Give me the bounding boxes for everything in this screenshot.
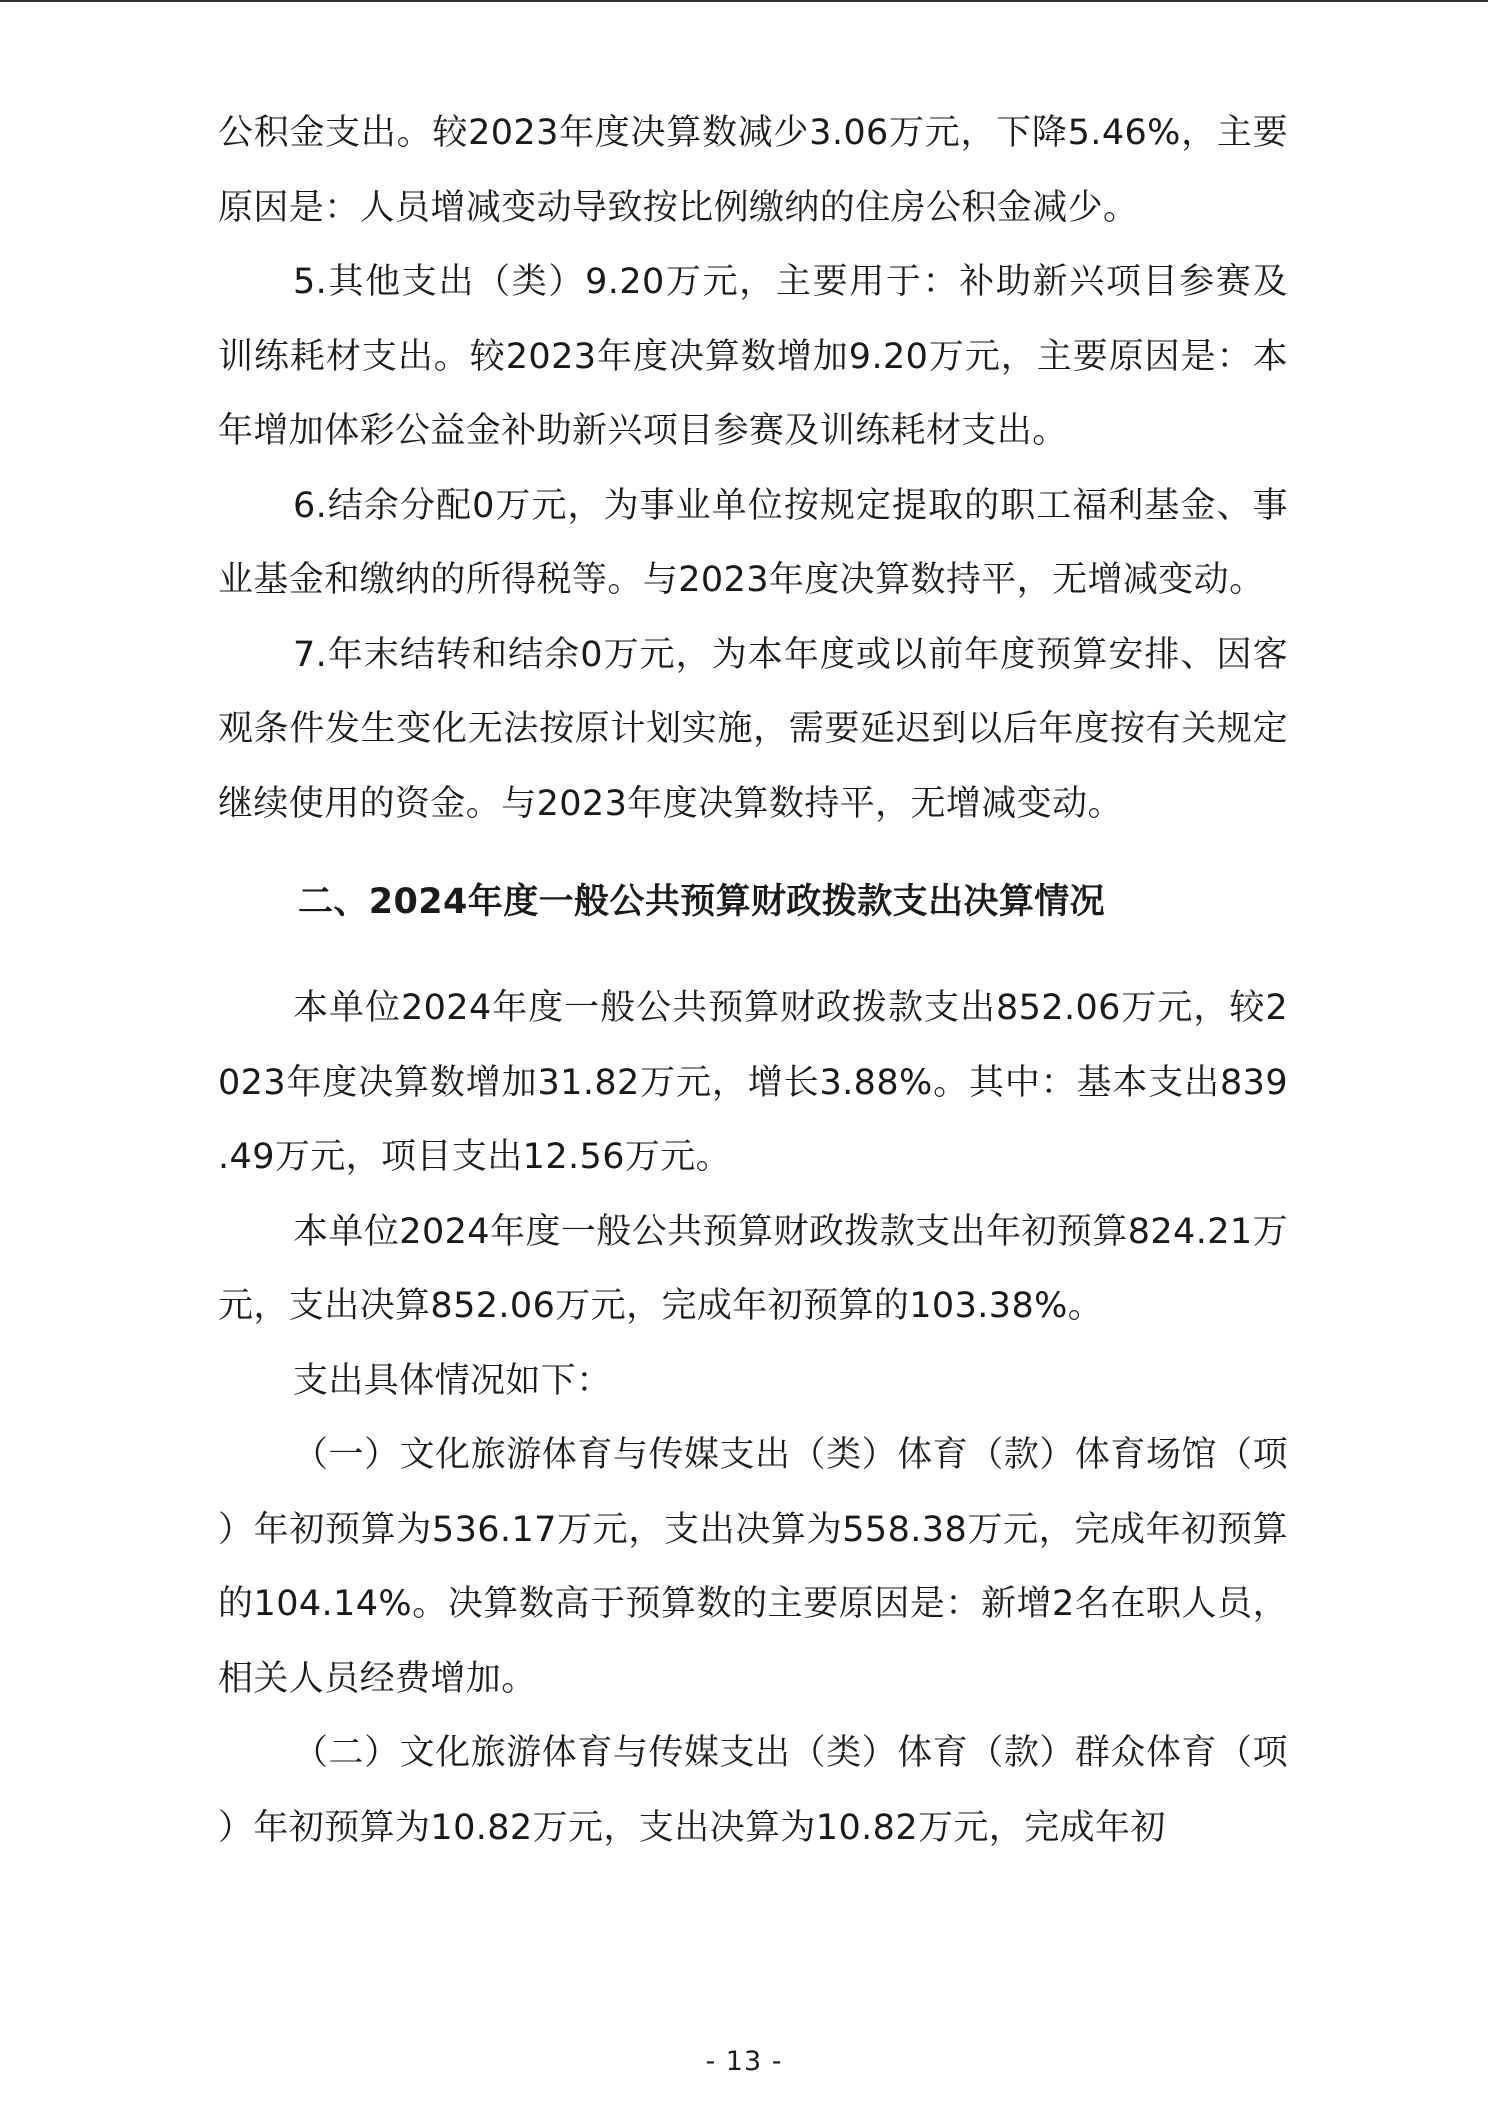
paragraph-housing-fund: 公积金支出。较2023年度决算数减少3.06万元，下降5.46%，主要原因是：人员增减变动导致按比例缴纳的住房公积金减少。	[218, 113, 1288, 228]
paragraph-details-intro: 支出具体情况如下：	[293, 1360, 612, 1401]
paragraph-surplus-distribution: 6.结余分配0万元，为事业单位按规定提取的职工福利基金、事业基金和缴纳的所得税等。与2023年度决算数持平，无增减变动。	[218, 485, 1288, 600]
page-top-border	[0, 0, 1488, 2]
paragraph-mass-sports-item: （二）文化旅游体育与传媒支出（类）体育（款）群众体育（项）年初预算为10.82万元，支出决算为10.82万元，完成年初	[218, 1733, 1288, 1848]
paragraph-initial-budget: 本单位2024年度一般公共预算财政拨款支出年初预算824.21万元，支出决算852.06万元，完成年初预算的103.38%。	[218, 1211, 1288, 1326]
document-page	[218, 96, 1288, 1865]
paragraph-stadium-item: （一）文化旅游体育与传媒支出（类）体育（款）体育场馆（项）年初预算为536.17万元，支出决算为558.38万元，完成年初预算的104.14%。决算数高于预算数的主要原因是：新增2名在职人员，相关人员经费增加。	[218, 1435, 1288, 1699]
page-number: - 13 -	[705, 2046, 783, 2077]
paragraph-year-end-carryover: 7.年末结转和结余0万元，为本年度或以前年度预算安排、因客观条件发生变化无法按原计划实施，需要延迟到以后年度按有关规定继续使用的资金。与2023年度决算数持平，无增减变动。	[218, 634, 1288, 824]
paragraph-total-expenditure: 本单位2024年度一般公共预算财政拨款支出852.06万元，较2023年度决算数增加31.82万元，增长3.88%。其中：基本支出839.49万元，项目支出12.56万元。	[218, 988, 1288, 1177]
section-heading: 二、2024年度一般公共预算财政拨款支出决算情况	[298, 882, 1106, 922]
paragraph-other-expenditure: 5.其他支出（类）9.20万元，主要用于：补助新兴项目参赛及训练耗材支出。较2023年度决算数增加9.20万元，主要原因是：本年增加体彩公益金补助新兴项目参赛及训练耗材支出。	[218, 262, 1288, 451]
